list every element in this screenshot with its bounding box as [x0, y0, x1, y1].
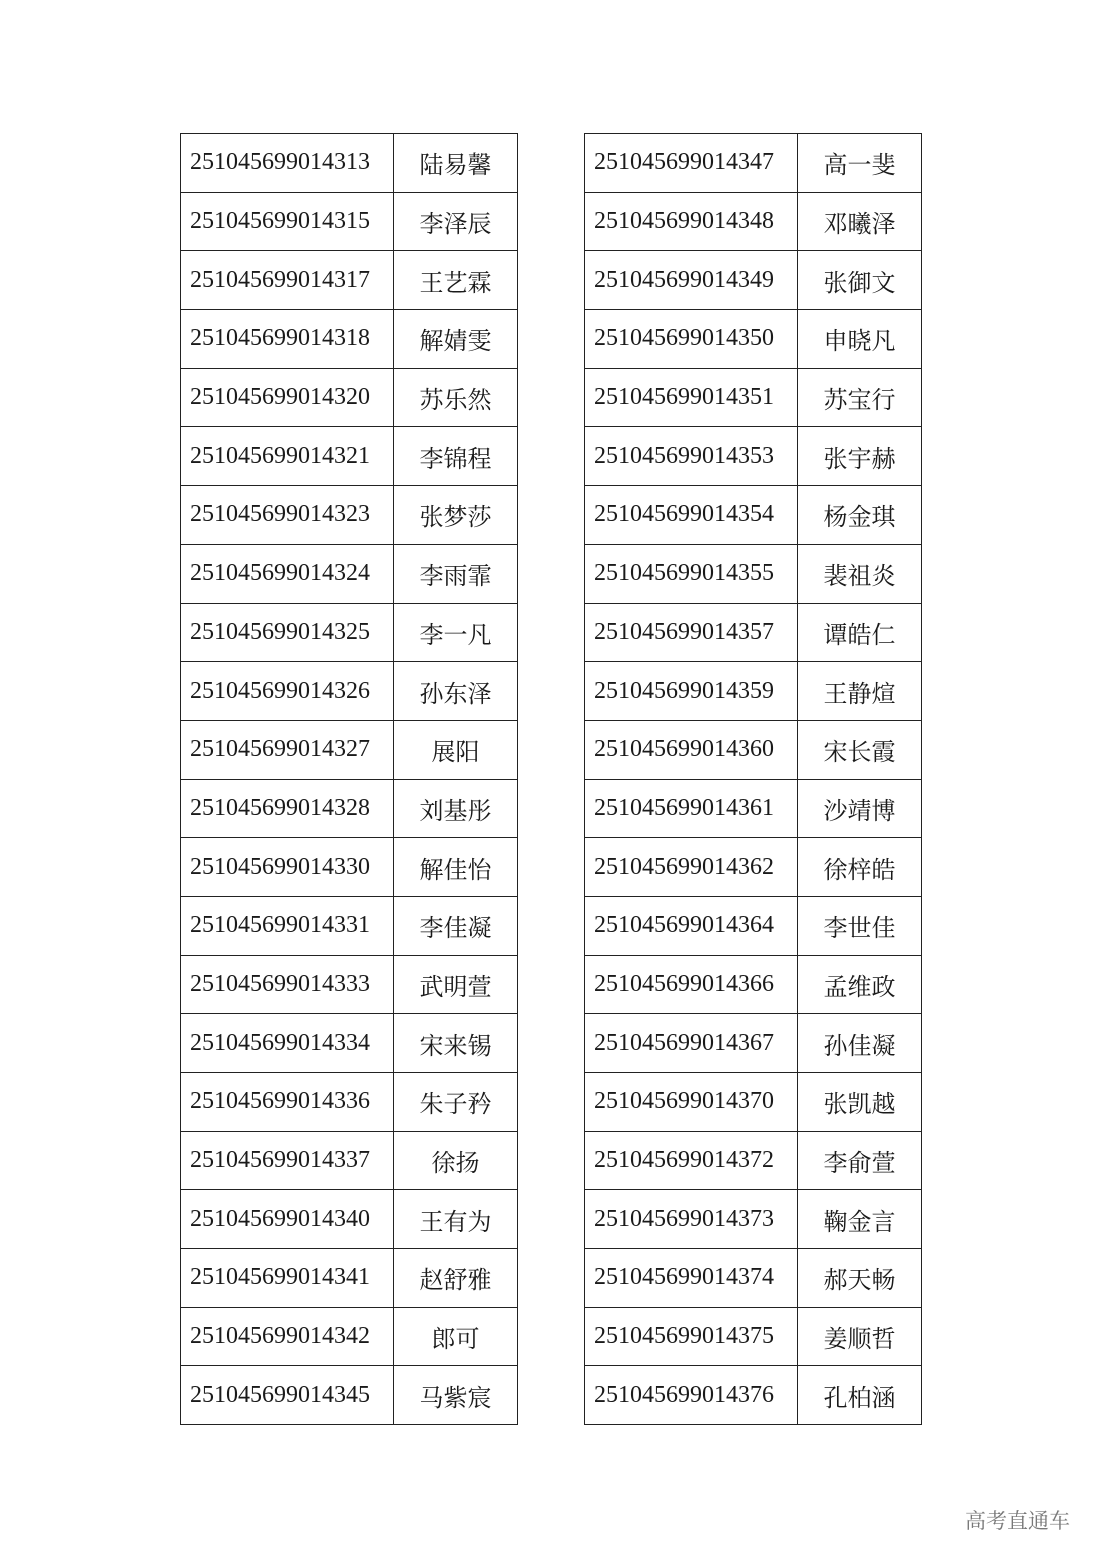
- right-roster-table: [584, 133, 922, 1425]
- table-row: [585, 1249, 922, 1308]
- candidate-name-cell: 孙佳凝: [798, 1014, 922, 1073]
- table-row: [181, 310, 518, 369]
- candidate-id-cell: 251045699014342: [181, 1307, 394, 1366]
- candidate-name-cell: 孙东泽: [394, 662, 518, 721]
- table-row: [181, 955, 518, 1014]
- table-row: [181, 838, 518, 897]
- candidate-id-cell: 251045699014357: [585, 603, 798, 662]
- candidate-id-cell: 251045699014328: [181, 779, 394, 838]
- candidate-id-cell: 251045699014313: [181, 134, 394, 193]
- candidate-name-cell: 杨金琪: [798, 486, 922, 545]
- candidate-name-cell: 赵舒雅: [394, 1249, 518, 1308]
- candidate-name-cell: 高一斐: [798, 134, 922, 193]
- candidate-name-cell: 展阳: [394, 720, 518, 779]
- candidate-name-cell: 谭皓仁: [798, 603, 922, 662]
- candidate-name-cell: 张御文: [798, 251, 922, 310]
- candidate-name-cell: 朱子矜: [394, 1073, 518, 1132]
- candidate-name-cell: 张宇赫: [798, 427, 922, 486]
- candidate-id-cell: 251045699014331: [181, 896, 394, 955]
- table-row: [585, 134, 922, 193]
- table-row: [585, 603, 922, 662]
- candidate-id-cell: 251045699014353: [585, 427, 798, 486]
- candidate-id-cell: 251045699014359: [585, 662, 798, 721]
- table-row: [585, 486, 922, 545]
- candidate-id-cell: 251045699014354: [585, 486, 798, 545]
- table-row: [585, 310, 922, 369]
- candidate-name-cell: 王有为: [394, 1190, 518, 1249]
- table-row: [181, 1307, 518, 1366]
- candidate-name-cell: 李俞萱: [798, 1131, 922, 1190]
- candidate-name-cell: 苏宝行: [798, 368, 922, 427]
- candidate-name-cell: 郝天畅: [798, 1249, 922, 1308]
- candidate-id-cell: 251045699014351: [585, 368, 798, 427]
- candidate-id-cell: 251045699014325: [181, 603, 394, 662]
- candidate-id-cell: 251045699014323: [181, 486, 394, 545]
- candidate-id-cell: 251045699014330: [181, 838, 394, 897]
- candidate-name-cell: 宋长霞: [798, 720, 922, 779]
- candidate-name-cell: 申晓凡: [798, 310, 922, 369]
- candidate-id-cell: 251045699014345: [181, 1366, 394, 1425]
- candidate-id-cell: 251045699014318: [181, 310, 394, 369]
- candidate-name-cell: 解佳怡: [394, 838, 518, 897]
- candidate-name-cell: 王静煊: [798, 662, 922, 721]
- candidate-id-cell: 251045699014315: [181, 192, 394, 251]
- candidate-id-cell: 251045699014317: [181, 251, 394, 310]
- candidate-name-cell: 裴祖炎: [798, 544, 922, 603]
- table-row: [181, 1190, 518, 1249]
- table-row: [585, 1131, 922, 1190]
- table-row: [585, 720, 922, 779]
- watermark: 高考直通车: [965, 1509, 1070, 1533]
- candidate-name-cell: 解婧雯: [394, 310, 518, 369]
- table-row: [181, 1014, 518, 1073]
- table-row: [181, 427, 518, 486]
- candidate-name-cell: 徐扬: [394, 1131, 518, 1190]
- candidate-id-cell: 251045699014326: [181, 662, 394, 721]
- candidate-id-cell: 251045699014320: [181, 368, 394, 427]
- candidate-id-cell: 251045699014375: [585, 1307, 798, 1366]
- candidate-id-cell: 251045699014364: [585, 896, 798, 955]
- candidate-id-cell: 251045699014361: [585, 779, 798, 838]
- table-row: [181, 720, 518, 779]
- table-row: [585, 427, 922, 486]
- table-row: [181, 1249, 518, 1308]
- candidate-name-cell: 徐梓皓: [798, 838, 922, 897]
- table-row: [585, 251, 922, 310]
- candidate-id-cell: 251045699014366: [585, 955, 798, 1014]
- table-row: [585, 662, 922, 721]
- candidate-id-cell: 251045699014374: [585, 1249, 798, 1308]
- candidate-id-cell: 251045699014355: [585, 544, 798, 603]
- candidate-name-cell: 李锦程: [394, 427, 518, 486]
- candidate-name-cell: 沙靖博: [798, 779, 922, 838]
- table-row: [181, 486, 518, 545]
- candidate-id-cell: 251045699014341: [181, 1249, 394, 1308]
- candidate-id-cell: 251045699014360: [585, 720, 798, 779]
- table-row: [181, 779, 518, 838]
- candidate-name-cell: 鞠金言: [798, 1190, 922, 1249]
- table-row: [585, 1190, 922, 1249]
- candidate-name-cell: 张凯越: [798, 1073, 922, 1132]
- candidate-id-cell: 251045699014340: [181, 1190, 394, 1249]
- candidate-name-cell: 李泽辰: [394, 192, 518, 251]
- candidate-name-cell: 武明萱: [394, 955, 518, 1014]
- table-row: [181, 603, 518, 662]
- candidate-id-cell: 251045699014327: [181, 720, 394, 779]
- candidate-id-cell: 251045699014367: [585, 1014, 798, 1073]
- candidate-id-cell: 251045699014348: [585, 192, 798, 251]
- table-row: [585, 368, 922, 427]
- candidate-name-cell: 王艺霖: [394, 251, 518, 310]
- table-row: [585, 544, 922, 603]
- candidate-name-cell: 宋来锡: [394, 1014, 518, 1073]
- candidate-name-cell: 孔柏涵: [798, 1366, 922, 1425]
- candidate-id-cell: 251045699014370: [585, 1073, 798, 1132]
- table-row: [181, 1366, 518, 1425]
- candidate-name-cell: 姜顺哲: [798, 1307, 922, 1366]
- candidate-id-cell: 251045699014373: [585, 1190, 798, 1249]
- table-row: [585, 1014, 922, 1073]
- table-row: [585, 1073, 922, 1132]
- table-row: [181, 662, 518, 721]
- candidate-id-cell: 251045699014321: [181, 427, 394, 486]
- candidate-name-cell: 张梦莎: [394, 486, 518, 545]
- table-row: [585, 838, 922, 897]
- candidate-name-cell: 李世佳: [798, 896, 922, 955]
- right-roster-body: [585, 134, 922, 1425]
- candidate-id-cell: 251045699014337: [181, 1131, 394, 1190]
- left-roster-body: [181, 134, 518, 1425]
- table-row: [181, 1073, 518, 1132]
- table-row: [585, 192, 922, 251]
- candidate-name-cell: 马紫宸: [394, 1366, 518, 1425]
- table-row: [585, 1366, 922, 1425]
- candidate-id-cell: 251045699014349: [585, 251, 798, 310]
- table-row: [181, 1131, 518, 1190]
- candidate-id-cell: 251045699014324: [181, 544, 394, 603]
- candidate-id-cell: 251045699014376: [585, 1366, 798, 1425]
- candidate-name-cell: 李佳凝: [394, 896, 518, 955]
- candidate-name-cell: 李一凡: [394, 603, 518, 662]
- table-row: [585, 896, 922, 955]
- table-row: [181, 544, 518, 603]
- candidate-id-cell: 251045699014372: [585, 1131, 798, 1190]
- table-row: [181, 896, 518, 955]
- table-row: [585, 779, 922, 838]
- candidate-id-cell: 251045699014333: [181, 955, 394, 1014]
- candidate-id-cell: 251045699014334: [181, 1014, 394, 1073]
- candidate-name-cell: 郎可: [394, 1307, 518, 1366]
- table-row: [585, 1307, 922, 1366]
- table-row: [181, 192, 518, 251]
- candidate-id-cell: 251045699014362: [585, 838, 798, 897]
- candidate-name-cell: 苏乐然: [394, 368, 518, 427]
- candidate-id-cell: 251045699014336: [181, 1073, 394, 1132]
- left-roster-table: [180, 133, 518, 1425]
- candidate-id-cell: 251045699014350: [585, 310, 798, 369]
- candidate-name-cell: 刘基彤: [394, 779, 518, 838]
- table-row: [181, 368, 518, 427]
- table-row: [181, 251, 518, 310]
- candidate-name-cell: 李雨霏: [394, 544, 518, 603]
- candidate-name-cell: 陆易馨: [394, 134, 518, 193]
- table-row: [585, 955, 922, 1014]
- candidate-id-cell: 251045699014347: [585, 134, 798, 193]
- candidate-name-cell: 邓曦泽: [798, 192, 922, 251]
- candidate-name-cell: 孟维政: [798, 955, 922, 1014]
- table-row: [181, 134, 518, 193]
